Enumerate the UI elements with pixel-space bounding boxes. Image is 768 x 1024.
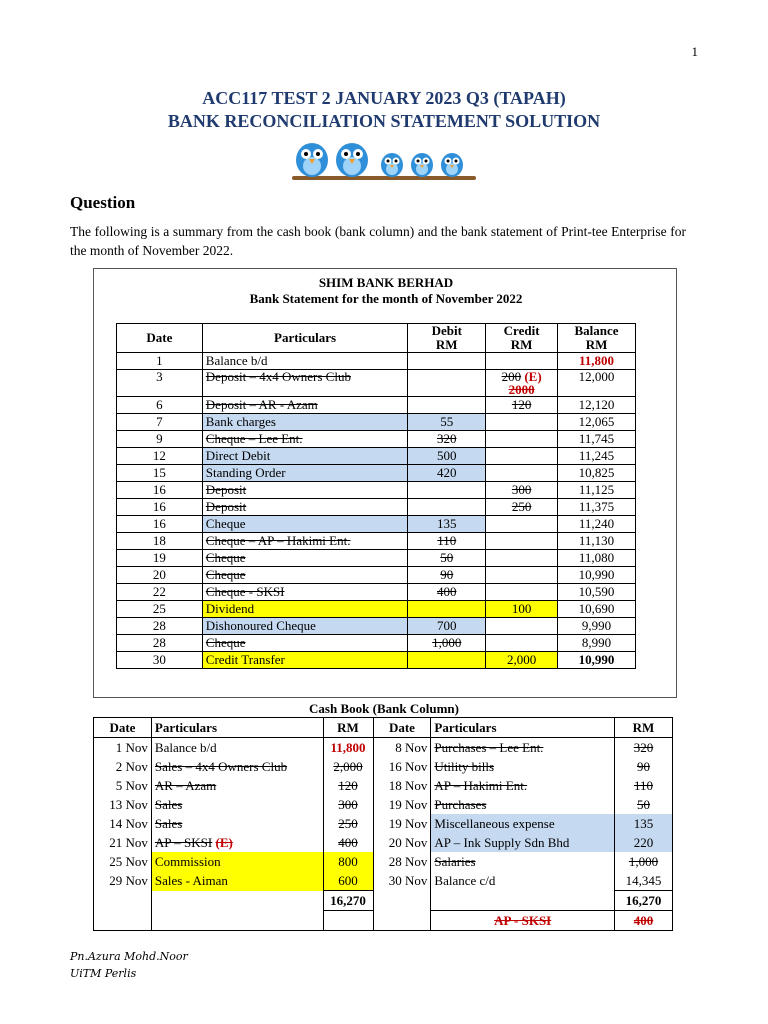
cb-right-amount: 110 xyxy=(615,776,673,795)
header-particulars-left: Particulars xyxy=(151,718,323,738)
table-row xyxy=(94,833,673,852)
row-particulars: Bank charges xyxy=(202,414,408,431)
header-debit-unit: RM xyxy=(435,337,458,352)
table-row xyxy=(94,738,673,758)
cb-correction-amount: 400 xyxy=(615,911,673,931)
header-balance-label: Balance xyxy=(574,323,619,338)
row-debit xyxy=(408,652,486,669)
row-particulars: Dishonoured Cheque xyxy=(202,618,408,635)
row-date: 25 xyxy=(117,601,203,618)
cb-right-particulars: Utility bills xyxy=(431,757,615,776)
table-row xyxy=(117,516,636,533)
credit-value: 200 xyxy=(501,369,522,384)
row-particulars: Deposit – AR - Azam xyxy=(202,397,408,414)
cb-empty xyxy=(94,911,152,931)
header-rm-right: RM xyxy=(615,718,673,738)
bank-statement-table xyxy=(116,323,636,669)
header-balance xyxy=(558,324,636,353)
cb-right-amount: 14,345 xyxy=(615,871,673,891)
row-particulars: Cheque xyxy=(202,635,408,652)
cb-left-date: 21 Nov xyxy=(94,833,152,852)
row-particulars: Deposit xyxy=(202,499,408,516)
row-particulars: Cheque xyxy=(202,567,408,584)
row-date: 30 xyxy=(117,652,203,669)
cb-left-date: 25 Nov xyxy=(94,852,152,871)
cb-total-left: 16,270 xyxy=(323,891,373,911)
row-particulars: Direct Debit xyxy=(202,448,408,465)
row-debit: 320 xyxy=(408,431,486,448)
intro-paragraph: The following is a summary from the cash book (bank column) and the bank statement of Print-tee Enterprise for the month of November 2022. xyxy=(70,224,686,258)
row-credit: 120 xyxy=(486,397,558,414)
cb-left-particulars-text: AP – SKSI xyxy=(154,835,213,850)
cb-right-date: 16 Nov xyxy=(373,757,431,776)
credit-correction: 2000 xyxy=(508,382,535,397)
cb-right-particulars: AP – Hakimi Ent. xyxy=(431,776,615,795)
row-date: 18 xyxy=(117,533,203,550)
cb-empty xyxy=(151,911,323,931)
cb-right-date: 19 Nov xyxy=(373,814,431,833)
row-debit xyxy=(408,353,486,370)
cb-right-date: 19 Nov xyxy=(373,795,431,814)
row-balance: 12,000 xyxy=(558,370,636,397)
cb-right-particulars: Balance c/d xyxy=(431,871,615,891)
table-row xyxy=(117,601,636,618)
cb-empty xyxy=(94,891,152,911)
cb-right-particulars: Miscellaneous expense xyxy=(431,814,615,833)
table-row xyxy=(94,814,673,833)
row-balance: 10,990 xyxy=(558,567,636,584)
row-date: 19 xyxy=(117,550,203,567)
row-debit: 500 xyxy=(408,448,486,465)
row-debit xyxy=(408,601,486,618)
row-balance: 12,120 xyxy=(558,397,636,414)
table-row xyxy=(117,635,636,652)
cb-right-date: 20 Nov xyxy=(373,833,431,852)
cb-left-amount: 300 xyxy=(323,795,373,814)
row-balance: 10,690 xyxy=(558,601,636,618)
header-date-left: Date xyxy=(94,718,152,738)
row-credit xyxy=(486,465,558,482)
totals-row xyxy=(94,891,673,911)
row-balance: 9,990 xyxy=(558,618,636,635)
header-debit xyxy=(408,324,486,353)
row-date: 16 xyxy=(117,499,203,516)
row-particulars: Credit Transfer xyxy=(202,652,408,669)
cb-left-date: 1 Nov xyxy=(94,738,152,758)
cb-right-particulars: Purchases xyxy=(431,795,615,814)
header-date xyxy=(117,324,203,353)
row-debit: 400 xyxy=(408,584,486,601)
row-balance: 11,800 xyxy=(558,353,636,370)
cb-left-amount: 250 xyxy=(323,814,373,833)
row-date: 6 xyxy=(117,397,203,414)
cb-left-date: 13 Nov xyxy=(94,795,152,814)
row-date: 16 xyxy=(117,482,203,499)
row-credit xyxy=(486,431,558,448)
row-credit xyxy=(486,550,558,567)
table-row xyxy=(117,397,636,414)
cash-book-title: Cash Book (Bank Column) xyxy=(309,701,459,716)
row-date: 28 xyxy=(117,635,203,652)
row-debit: 90 xyxy=(408,567,486,584)
cb-left-amount: 600 xyxy=(323,871,373,891)
document-subtitle: BANK RECONCILIATION STATEMENT SOLUTION xyxy=(167,111,601,131)
header-rm-left: RM xyxy=(323,718,373,738)
table-row xyxy=(117,499,636,516)
cb-right-date: 28 Nov xyxy=(373,852,431,871)
row-particulars: Standing Order xyxy=(202,465,408,482)
table-row xyxy=(117,652,636,669)
row-debit xyxy=(408,499,486,516)
row-debit: 50 xyxy=(408,550,486,567)
row-particulars: Deposit xyxy=(202,482,408,499)
question-heading: Question xyxy=(70,193,136,212)
cb-left-amount: 120 xyxy=(323,776,373,795)
row-balance: 11,080 xyxy=(558,550,636,567)
cb-left-particulars: Commission xyxy=(151,852,323,871)
table-row xyxy=(117,414,636,431)
row-particulars: Cheque xyxy=(202,550,408,567)
table-row xyxy=(94,776,673,795)
cb-right-date: 18 Nov xyxy=(373,776,431,795)
row-balance: 11,125 xyxy=(558,482,636,499)
bank-name: SHIM BANK BERHAD xyxy=(318,275,454,290)
row-particulars: Cheque – Lee Ent. xyxy=(202,431,408,448)
cash-book-table xyxy=(93,717,673,931)
table-row xyxy=(94,757,673,776)
row-balance: 10,990 xyxy=(558,652,636,669)
table-row xyxy=(117,533,636,550)
row-credit xyxy=(486,635,558,652)
row-balance: 11,745 xyxy=(558,431,636,448)
row-balance: 11,240 xyxy=(558,516,636,533)
row-debit: 135 xyxy=(408,516,486,533)
cb-left-date: 14 Nov xyxy=(94,814,152,833)
row-debit xyxy=(408,482,486,499)
header-date-label: Date xyxy=(146,330,173,345)
table-row xyxy=(94,871,673,891)
cb-right-amount: 135 xyxy=(615,814,673,833)
row-debit: 55 xyxy=(408,414,486,431)
footer-author: Pn.Azura Mohd.Noor xyxy=(70,950,188,963)
bird-1 xyxy=(296,143,328,177)
row-credit xyxy=(486,353,558,370)
bird-5 xyxy=(441,153,463,177)
table-row xyxy=(117,618,636,635)
row-debit xyxy=(408,370,486,397)
row-credit xyxy=(486,533,558,550)
table-row xyxy=(94,852,673,871)
row-balance: 12,065 xyxy=(558,414,636,431)
cb-right-amount: 1,000 xyxy=(615,852,673,871)
document-title: ACC117 TEST 2 JANUARY 2023 Q3 (TAPAH) xyxy=(202,88,566,108)
cb-correction-label: AP - SKSI xyxy=(431,911,615,931)
row-credit xyxy=(486,516,558,533)
header-particulars-right: Particulars xyxy=(431,718,615,738)
cb-empty xyxy=(431,891,615,911)
row-date: 15 xyxy=(117,465,203,482)
cb-right-amount: 50 xyxy=(615,795,673,814)
row-debit xyxy=(408,397,486,414)
cb-left-particulars: Sales xyxy=(151,814,323,833)
header-credit xyxy=(486,324,558,353)
row-date: 1 xyxy=(117,353,203,370)
row-date: 20 xyxy=(117,567,203,584)
row-credit xyxy=(486,584,558,601)
cb-right-amount: 220 xyxy=(615,833,673,852)
cb-total-right: 16,270 xyxy=(615,891,673,911)
header-debit-label: Debit xyxy=(431,323,462,338)
row-credit xyxy=(486,448,558,465)
header-particulars xyxy=(202,324,408,353)
row-credit xyxy=(486,618,558,635)
bank-statement-subtitle: Bank Statement for the month of November 2022 xyxy=(249,291,523,306)
table-row xyxy=(117,482,636,499)
row-date: 16 xyxy=(117,516,203,533)
row-balance: 10,590 xyxy=(558,584,636,601)
cb-empty xyxy=(373,911,431,931)
row-date: 3 xyxy=(117,370,203,397)
row-credit xyxy=(486,370,558,397)
bird-4 xyxy=(411,153,433,177)
cb-right-date: 8 Nov xyxy=(373,738,431,758)
cb-left-date: 29 Nov xyxy=(94,871,152,891)
table-row xyxy=(117,448,636,465)
row-date: 9 xyxy=(117,431,203,448)
correction-row xyxy=(94,911,673,931)
row-particulars: Cheque xyxy=(202,516,408,533)
row-credit: 300 xyxy=(486,482,558,499)
cash-book-header-row xyxy=(94,718,673,738)
row-date: 22 xyxy=(117,584,203,601)
table-row xyxy=(117,431,636,448)
cb-left-amount: 800 xyxy=(323,852,373,871)
cb-left-amount: 2,000 xyxy=(323,757,373,776)
cb-left-amount: 11,800 xyxy=(323,738,373,758)
row-credit xyxy=(486,414,558,431)
row-particulars: Balance b/d xyxy=(202,353,408,370)
cb-left-particulars: AR – Azam xyxy=(151,776,323,795)
header-credit-unit: RM xyxy=(510,337,533,352)
row-credit: 2,000 xyxy=(486,652,558,669)
row-date: 28 xyxy=(117,618,203,635)
row-debit: 110 xyxy=(408,533,486,550)
table-row xyxy=(117,465,636,482)
table-row xyxy=(117,370,636,397)
cb-left-date: 2 Nov xyxy=(94,757,152,776)
error-mark: (E) xyxy=(215,835,233,850)
bank-statement-box xyxy=(93,268,677,698)
birds-illustration xyxy=(288,136,480,188)
footer-institution: UiTM Perlis xyxy=(70,967,137,980)
row-particulars: Deposit – 4x4 Owners Club xyxy=(202,370,408,397)
row-debit: 420 xyxy=(408,465,486,482)
error-mark: (E) xyxy=(524,369,542,384)
bird-3 xyxy=(381,153,403,177)
cb-right-particulars: AP – Ink Supply Sdn Bhd xyxy=(431,833,615,852)
cb-left-date: 5 Nov xyxy=(94,776,152,795)
header-credit-label: Credit xyxy=(503,323,540,338)
row-particulars: Cheque – AP – Hakimi Ent. xyxy=(202,533,408,550)
row-particulars: Cheque - SKSI xyxy=(202,584,408,601)
row-balance: 11,130 xyxy=(558,533,636,550)
row-particulars: Dividend xyxy=(202,601,408,618)
row-credit: 250 xyxy=(486,499,558,516)
row-credit: 100 xyxy=(486,601,558,618)
bank-header-row xyxy=(117,324,636,353)
table-row xyxy=(117,353,636,370)
bird-2 xyxy=(336,143,368,177)
header-balance-unit: RM xyxy=(585,337,608,352)
page-number: 1 xyxy=(691,44,698,59)
row-balance: 8,990 xyxy=(558,635,636,652)
cb-empty xyxy=(323,911,373,931)
cb-empty xyxy=(373,891,431,911)
cb-left-particulars: Sales - Aiman xyxy=(151,871,323,891)
header-date-right: Date xyxy=(373,718,431,738)
cb-left-amount: 400 xyxy=(323,833,373,852)
table-row xyxy=(117,584,636,601)
table-row xyxy=(94,795,673,814)
cb-right-amount: 90 xyxy=(615,757,673,776)
table-row xyxy=(117,550,636,567)
header-particulars-label: Particulars xyxy=(274,330,337,345)
row-debit: 700 xyxy=(408,618,486,635)
cb-left-particulars: Balance b/d xyxy=(151,738,323,758)
cb-left-particulars xyxy=(151,833,323,852)
cb-left-particulars: Sales – 4x4 Owners Club xyxy=(151,757,323,776)
cb-right-particulars: Purchases – Lee Ent. xyxy=(431,738,615,758)
branch xyxy=(292,176,476,180)
row-balance: 11,245 xyxy=(558,448,636,465)
cb-left-particulars: Sales xyxy=(151,795,323,814)
row-credit xyxy=(486,567,558,584)
row-balance: 11,375 xyxy=(558,499,636,516)
row-debit: 1,000 xyxy=(408,635,486,652)
cb-right-amount: 320 xyxy=(615,738,673,758)
cb-right-particulars: Salaries xyxy=(431,852,615,871)
cb-empty xyxy=(151,891,323,911)
row-date: 12 xyxy=(117,448,203,465)
cb-right-date: 30 Nov xyxy=(373,871,431,891)
table-row xyxy=(117,567,636,584)
row-date: 7 xyxy=(117,414,203,431)
row-balance: 10,825 xyxy=(558,465,636,482)
